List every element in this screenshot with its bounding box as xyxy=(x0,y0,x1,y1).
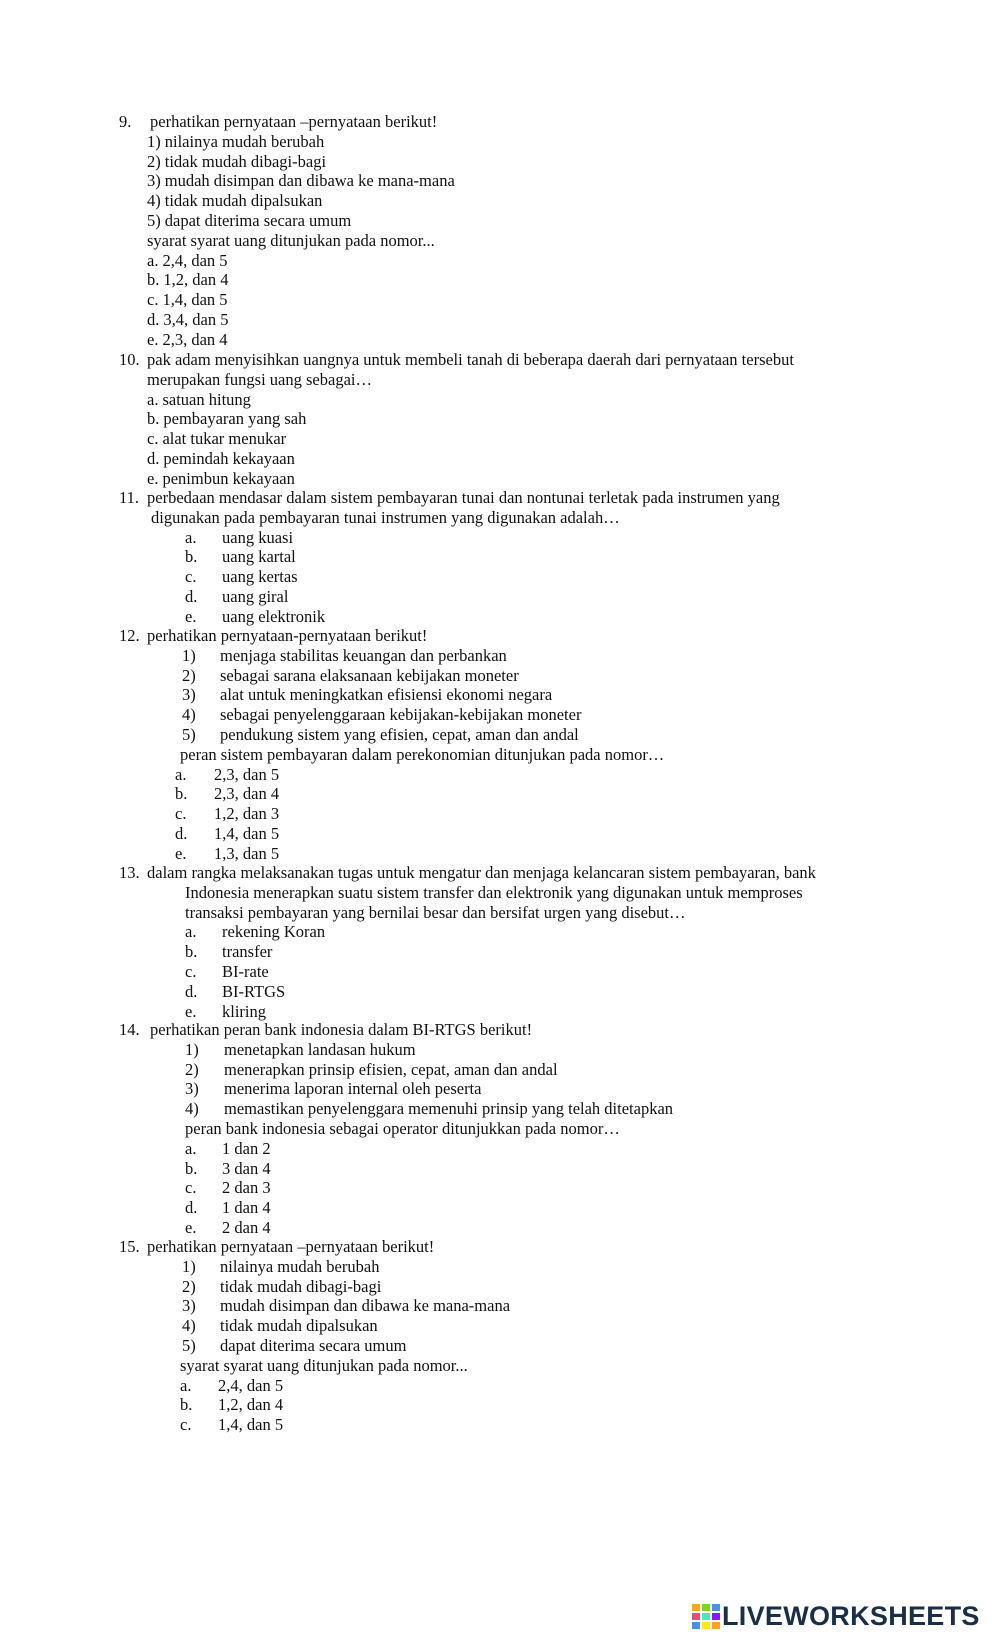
statement-item-label: 1) xyxy=(185,1039,199,1059)
question-stem-line: perhatikan pernyataan –pernyataan berikut! xyxy=(147,1237,435,1256)
question-stem-line: perhatikan peran bank indonesia dalam BI-RTGS berikut! xyxy=(150,1020,533,1039)
answer-option-text: 2,3, dan 4 xyxy=(214,784,280,804)
answer-option-text: 1,4, dan 5 xyxy=(214,824,280,843)
answer-option xyxy=(185,527,294,548)
answer-option xyxy=(175,843,280,864)
answer-option-label: e. xyxy=(185,1218,197,1237)
answer-option-text: 2,3, dan 4 xyxy=(162,329,228,349)
statement-item xyxy=(147,211,351,231)
answer-option-text: uang kartal xyxy=(222,547,296,567)
statement-item xyxy=(182,665,519,686)
answer-option-label: b. xyxy=(185,1158,198,1178)
answer-option xyxy=(185,1001,266,1022)
answer-option xyxy=(175,804,280,824)
answer-option-label: b. xyxy=(147,270,160,290)
answer-option xyxy=(185,1138,271,1159)
answer-option-text: pembayaran yang sah xyxy=(163,409,307,429)
answer-option-label: b. xyxy=(180,1395,193,1415)
answer-option xyxy=(147,469,295,489)
answer-option-label: a. xyxy=(147,250,159,270)
statement-item-label: 5) xyxy=(147,211,161,230)
answer-option-text: 3,4, dan 5 xyxy=(163,310,229,329)
question-stem-line: Indonesia menerapkan suatu sistem transfer dan elektronik yang digunakan untuk memproses xyxy=(185,882,803,902)
answer-option xyxy=(147,251,228,271)
answer-option-text: uang kertas xyxy=(222,567,298,587)
statement-item-label: 4) xyxy=(147,191,161,211)
answer-option xyxy=(185,1178,271,1198)
statement-item-text: sebagai sarana elaksanaan kebijakan moneter xyxy=(220,665,519,685)
answer-option-label: c. xyxy=(185,1178,197,1198)
question-number: 10. xyxy=(119,350,140,369)
question-stem-line: perhatikan pernyataan –pernyataan berikut! xyxy=(150,112,438,131)
answer-option-label: b. xyxy=(175,784,188,804)
statement-item xyxy=(182,645,507,666)
answer-option xyxy=(147,409,306,429)
statement-item xyxy=(185,1059,558,1080)
answer-option-label: c. xyxy=(185,567,197,587)
question-number: 14. xyxy=(119,1020,140,1039)
answer-option xyxy=(185,1218,271,1238)
answer-option xyxy=(185,547,296,567)
question-prompt: syarat syarat uang ditunjukan pada nomor... xyxy=(180,1355,468,1375)
answer-option-label: c. xyxy=(185,962,197,981)
answer-option-text: pemindah kekayaan xyxy=(163,449,295,468)
statement-item xyxy=(182,1336,407,1356)
statement-item xyxy=(182,1296,511,1316)
statement-item xyxy=(182,1316,378,1336)
question-number: 15. xyxy=(119,1237,140,1256)
answer-option-label: d. xyxy=(185,1198,198,1218)
answer-option-text: uang giral xyxy=(222,587,289,606)
statement-item-text: menetapkan landasan hukum xyxy=(224,1039,416,1059)
statement-item-label: 1) xyxy=(182,645,196,665)
answer-option-text: BI-rate xyxy=(222,962,269,981)
answer-option xyxy=(185,981,286,1002)
question-number: 12. xyxy=(119,626,140,645)
statement-item-text: dapat diterima secara umum xyxy=(220,1336,407,1355)
answer-option xyxy=(180,1375,284,1396)
statement-item-label: 2) xyxy=(147,151,161,171)
answer-option-label: d. xyxy=(147,449,160,468)
answer-option xyxy=(175,824,280,844)
liveworksheets-logo-icon xyxy=(692,1604,720,1630)
answer-option-text: uang elektronik xyxy=(222,606,326,626)
answer-option xyxy=(147,270,228,290)
answer-option-label: e. xyxy=(175,843,187,863)
statement-item-label: 2) xyxy=(182,665,196,685)
answer-option xyxy=(180,1395,284,1415)
statement-item-label: 3) xyxy=(182,685,196,705)
question-number: 13. xyxy=(119,863,140,882)
answer-option-label: b. xyxy=(147,409,160,429)
statement-item xyxy=(185,1099,674,1119)
answer-option-text: 2,4, dan 5 xyxy=(218,1375,284,1395)
answer-option-label: a. xyxy=(185,527,197,547)
answer-option-label: c. xyxy=(147,290,159,310)
answer-option-text: 2,3, dan 5 xyxy=(214,764,280,784)
answer-option-text: penimbun kekayaan xyxy=(162,468,295,488)
answer-option-text: satuan hitung xyxy=(162,389,251,409)
statement-item-label: 4) xyxy=(182,705,196,725)
answer-option-label: d. xyxy=(185,587,198,606)
question-stem-line: dalam rangka melaksanakan tugas untuk mengatur dan menjaga kelancaran sistem pembayaran, bank xyxy=(147,863,816,882)
question-stem-line: perbedaan mendasar dalam sistem pembayaran tunai dan nontunai terletak pada instrumen yang xyxy=(147,488,780,507)
answer-option xyxy=(147,449,295,469)
answer-option xyxy=(185,942,273,962)
statement-item-text: pendukung sistem yang efisien, cepat, aman dan andal xyxy=(220,725,579,744)
answer-option-label: e. xyxy=(185,1001,197,1021)
question-number: 9. xyxy=(119,112,132,131)
statement-item-text: nilainya mudah berubah xyxy=(164,131,325,151)
statement-item-label: 1) xyxy=(147,131,161,151)
question-stem-line: pak adam menyisihkan uangnya untuk membeli tanah di beberapa daerah dari pernyataan tersebut xyxy=(147,350,794,369)
statement-item-text: menerima laporan internal oleh peserta xyxy=(224,1079,482,1099)
statement-item xyxy=(182,1276,382,1297)
answer-option-label: c. xyxy=(175,804,187,824)
answer-option xyxy=(175,784,280,804)
answer-option xyxy=(147,390,251,410)
answer-option xyxy=(147,310,228,330)
answer-option xyxy=(185,567,298,587)
statement-item-text: mudah disimpan dan dibawa ke mana-mana xyxy=(164,171,455,191)
statement-item-label: 4) xyxy=(185,1099,199,1119)
statement-item-label: 2) xyxy=(185,1059,199,1079)
answer-option-label: b. xyxy=(185,547,198,567)
answer-option-text: 1,2, dan 3 xyxy=(214,804,280,824)
answer-option-text: 2 dan 3 xyxy=(222,1178,271,1198)
answer-option-text: 2,4, dan 5 xyxy=(162,250,228,270)
question-stem-line: digunakan pada pembayaran tunai instrumen yang digunakan adalah… xyxy=(151,507,620,527)
statement-item-text: tidak mudah dibagi-bagi xyxy=(220,1276,382,1296)
statement-item-label: 4) xyxy=(182,1316,196,1336)
statement-item xyxy=(147,171,455,191)
question-number: 11. xyxy=(119,488,140,507)
answer-option-text: 3 dan 4 xyxy=(222,1158,271,1178)
question-stem-line: transaksi pembayaran yang bernilai besar dan bersifat urgen yang disebut… xyxy=(185,902,686,922)
answer-option-text: alat tukar menukar xyxy=(162,429,287,449)
statement-item xyxy=(147,191,322,211)
statement-item-text: mudah disimpan dan dibawa ke mana-mana xyxy=(220,1296,511,1316)
answer-option-text: 2 dan 4 xyxy=(222,1218,271,1237)
statement-item xyxy=(182,1256,380,1277)
answer-option-text: transfer xyxy=(222,942,273,962)
statement-item-label: 2) xyxy=(182,1276,196,1296)
answer-option-text: 1 dan 4 xyxy=(222,1198,271,1218)
answer-option-label: d. xyxy=(147,310,160,329)
statement-item xyxy=(182,705,582,725)
statement-item-label: 3) xyxy=(185,1079,199,1099)
answer-option xyxy=(185,922,326,942)
answer-option-label: e. xyxy=(147,468,159,488)
answer-option-text: uang kuasi xyxy=(222,527,294,547)
question-stem-line: perhatikan pernyataan-pernyataan berikut! xyxy=(147,626,428,645)
answer-option-text: 1,2, dan 4 xyxy=(218,1395,284,1415)
statement-item xyxy=(182,685,553,705)
logo-text: LIVEWORKSHEETS xyxy=(722,1601,980,1631)
question-stem-line: merupakan fungsi uang sebagai… xyxy=(147,369,372,389)
answer-option-label: e. xyxy=(185,606,197,626)
statement-item-label: 3) xyxy=(182,1296,196,1316)
statement-item-text: nilainya mudah berubah xyxy=(220,1256,380,1276)
answer-option-label: b. xyxy=(185,942,198,962)
statement-item xyxy=(185,1039,416,1060)
statement-item-text: menjaga stabilitas keuangan dan perbankan xyxy=(220,645,507,665)
statement-item-text: dapat diterima secara umum xyxy=(164,211,352,230)
statement-item xyxy=(182,725,579,745)
answer-option xyxy=(147,429,286,449)
answer-option-label: a. xyxy=(185,1138,197,1158)
statement-item-text: alat untuk meningkatkan efisiensi ekonomi negara xyxy=(220,685,553,705)
answer-option-label: a. xyxy=(147,389,159,409)
statement-item-text: menerapkan prinsip efisien, cepat, aman dan andal xyxy=(224,1059,558,1079)
question-prompt: syarat syarat uang ditunjukan pada nomor... xyxy=(147,230,435,250)
answer-option-text: 1,3, dan 5 xyxy=(214,843,280,863)
answer-option-text: 1,4, dan 5 xyxy=(218,1415,284,1435)
answer-option-label: a. xyxy=(180,1375,192,1395)
question-prompt: peran bank indonesia sebagai operator ditunjukkan pada nomor… xyxy=(185,1119,620,1138)
answer-option-label: e. xyxy=(147,329,159,349)
statement-item-text: tidak mudah dipalsukan xyxy=(164,191,323,211)
answer-option xyxy=(147,330,228,350)
statement-item-text: tidak mudah dipalsukan xyxy=(220,1316,378,1336)
answer-option-label: c. xyxy=(180,1415,192,1435)
answer-option xyxy=(147,290,228,310)
answer-option xyxy=(185,1158,271,1179)
statement-item xyxy=(185,1079,482,1099)
answer-option-label: c. xyxy=(147,429,159,449)
answer-option-text: 1 dan 2 xyxy=(222,1138,271,1158)
statement-item xyxy=(147,152,326,172)
answer-option-text: kliring xyxy=(222,1001,266,1021)
question-prompt: peran sistem pembayaran dalam perekonomian ditunjukan pada nomor… xyxy=(180,744,665,764)
answer-option-label: a. xyxy=(185,922,197,942)
answer-option xyxy=(180,1415,284,1435)
statement-item-label: 1) xyxy=(182,1256,196,1276)
answer-option xyxy=(185,1198,271,1218)
statement-item-label: 5) xyxy=(182,1336,196,1355)
statement-item-text: sebagai penyelenggaraan kebijakan-kebijakan moneter xyxy=(220,705,582,725)
statement-item xyxy=(147,132,324,152)
answer-option xyxy=(185,962,269,982)
liveworksheets-logo xyxy=(692,1600,992,1632)
answer-option xyxy=(185,587,289,607)
answer-option-label: d. xyxy=(175,824,188,843)
statement-item-text: tidak mudah dibagi-bagi xyxy=(164,151,327,171)
statement-item-text: memastikan penyelenggara memenuhi prinsip yang telah ditetapkan xyxy=(224,1099,674,1119)
answer-option xyxy=(185,606,326,627)
answer-option-text: BI-RTGS xyxy=(222,981,286,1001)
statement-item-label: 5) xyxy=(182,725,196,744)
answer-option-text: rekening Koran xyxy=(222,922,326,942)
answer-option xyxy=(175,764,280,785)
answer-option-label: a. xyxy=(175,764,187,784)
answer-option-text: 1,2, dan 4 xyxy=(163,270,229,290)
statement-item-label: 3) xyxy=(147,171,161,191)
answer-option-text: 1,4, dan 5 xyxy=(162,290,228,310)
answer-option-label: d. xyxy=(185,981,198,1001)
